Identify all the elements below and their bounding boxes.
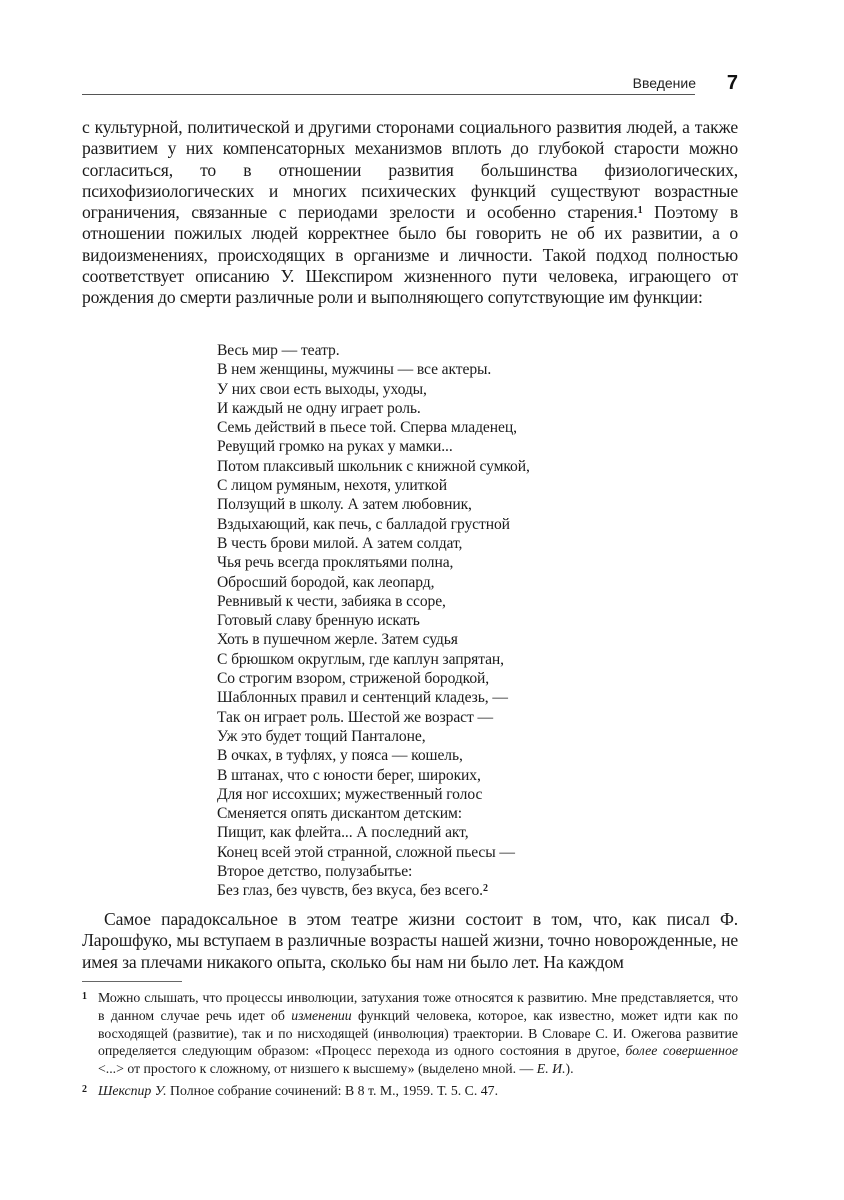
verse-line-text: Уж это будет тощий Панталоне, [217, 727, 426, 745]
verse-line-text: С лицом румяным, нехотя, улиткой [217, 477, 447, 495]
verse-line-text: В честь брови милой. А затем солдат, [217, 534, 463, 552]
verse-line-text: Готовый славу бренную искать [217, 612, 420, 630]
verse-line-text: Без глаз, без чувств, без вкуса, без всего. [217, 882, 483, 900]
verse-line [217, 823, 530, 842]
verse-line [217, 669, 530, 688]
verse-line [217, 495, 530, 514]
paragraph-1-part-b: Поэтому в отношении пожилых людей корректнее было бы говорить не об их развитии, а о видоизменениях, происходящих в организме и личности. Такой подход полностью соответствует описанию У. Шекспиром жизненного пути человека, играющего от рождения до смерти различные роли и выполняющего сопутствующие им функции: [82, 202, 738, 308]
footnote-1-italic2: более совершенное [625, 1043, 738, 1059]
verse-line-text: С брюшком округлым, где каплун запрятан, [217, 650, 504, 668]
verse-line [217, 553, 530, 572]
verse-line-text: Семь действий в пьесе той. Сперва младенец, [217, 419, 517, 437]
verse-line [217, 727, 530, 746]
verse-line [217, 766, 530, 785]
verse-line-text: Для ног иссохших; мужественный голос [217, 785, 483, 803]
verse-line [217, 785, 530, 804]
verse-line [217, 804, 530, 823]
footnote-ref-2[interactable]: 2 [482, 883, 488, 895]
verse-line [217, 573, 530, 592]
verse-line-text: Ползущий в школу. А затем любовник, [217, 496, 472, 514]
footnote-2-part1: Полное собрание сочинений: В 8 т. М., 1959. Т. 5. С. 47. [166, 1082, 499, 1098]
footnote-text [98, 1082, 738, 1100]
verse-line-text: В нем женщины, мужчины — все актеры. [217, 361, 492, 379]
verse-line [217, 650, 530, 669]
footnote-1 [82, 989, 738, 1078]
verse-line-text: В очках, в туфлях, у пояса — кошель, [217, 747, 463, 765]
header-rule [82, 94, 695, 95]
verse-line-text: Шаблонных правил и сентенций кладезь, — [217, 689, 508, 707]
paragraph-1-part-a: с культурной, политической и другими сторонами социального развития людей, а также развитием у них компенсаторных механизмов вплоть до глубокой старости можно согласиться, то в отношении развития большинства физиологических, психофизиологических и многих психических функций существуют возрастные ограничения, связанные с периодами зрелости и особенно старения. [82, 117, 738, 223]
footnote-1-part1: Можно слышать, что процессы инволюции, затухания тоже относятся к развитию. Мне представляется, что в данном случае речь идет об [98, 990, 738, 1023]
verse-line-text: Так он играет роль. Шестой же возраст — [217, 708, 494, 726]
verse-line-text: Обросший бородой, как леопард, [217, 573, 435, 591]
footnote-1-part3: <...> от простого к сложному, от низшего к высшему» (выделено мной. — [98, 1061, 537, 1077]
verse-line-text: И каждый не одну играет роль. [217, 399, 421, 417]
verse-line [217, 457, 530, 476]
footnote-1-italic3: Е. И. [536, 1061, 566, 1077]
verse-line [217, 418, 530, 437]
footnote-1-part2: функций человека, которое, как известно, может идти как по восходящей (развитие), так и по нисходящей (инволюция) траектории. В Словаре С. И. Ожегова развитие определяется следующим образом: «Процесс перехода из одного состояния в другое, [98, 1007, 738, 1059]
paragraph-2 [82, 909, 738, 973]
verse-line-text: Чья речь всегда проклятьями полна, [217, 554, 454, 572]
verse-line-text: Хоть в пушечном жерле. Затем судья [217, 631, 458, 649]
verse-line [217, 688, 530, 707]
verse-line [217, 592, 530, 611]
paragraph-1-text [82, 117, 738, 309]
verse-line-text: Вздыхающий, как печь, с балладой грустной [217, 515, 510, 533]
running-head [82, 74, 758, 96]
verse-line [217, 881, 530, 900]
verse-line-text: Пищит, как флейта... А последний акт, [217, 824, 469, 842]
verse-line [217, 515, 530, 534]
page-number: 7 [726, 72, 738, 94]
verse-line [217, 380, 530, 399]
footnote-separator [82, 981, 182, 982]
footnote-number: 1 [82, 991, 87, 1002]
verse-line-text: Ревнивый к чести, забияка в ссоре, [217, 592, 446, 610]
footnote-2 [82, 1082, 738, 1100]
paragraph-2-text: Самое парадоксальное в этом театре жизни состоит в том, что, как писал Ф. Ларошфуко, мы вступаем в различные возрасты нашей жизни, точно новорожденные, не имея за плечами никакого опыта, сколько бы нам ни было лет. На каждом [82, 909, 738, 972]
verse-line [217, 862, 530, 881]
verse-line [217, 630, 530, 649]
section-title: Введение [632, 75, 696, 91]
verse-line-text: Потом плаксивый школьник с книжной сумкой, [217, 457, 530, 475]
footnote-1-part4: ). [565, 1061, 574, 1077]
verse-line-text: В штанах, что с юности берег, широких, [217, 766, 481, 784]
footnote-number: 2 [82, 1083, 87, 1095]
footnote-2-italic1: Шекспир У. [98, 1082, 167, 1098]
verse-line [217, 476, 530, 495]
verse-line-text: Второе детство, полузабытье: [217, 863, 413, 881]
footnote-text [98, 989, 738, 1078]
verse-line [217, 843, 530, 862]
verse-line [217, 534, 530, 553]
verse-line-text: У них свои есть выходы, уходы, [217, 380, 427, 398]
verse-line [217, 399, 530, 418]
verse-line-text: Сменяется опять дискантом детским: [217, 805, 462, 823]
verse-line [217, 611, 530, 630]
verse-line [217, 708, 530, 727]
verse-line-text: Весь мир — театр. [217, 342, 340, 359]
verse-line [217, 360, 530, 379]
verse-line-text: Ревущий громко на руках у мамки... [217, 438, 453, 456]
verse-line-text: Со строгим взором, стриженой бородкой, [217, 670, 490, 688]
footnotes [82, 989, 738, 1104]
verse-line [217, 746, 530, 765]
footnote-ref-1[interactable]: 1 [637, 205, 643, 217]
verse-line-text: Конец всей этой странной, сложной пьесы — [217, 843, 515, 861]
verse-line [217, 341, 530, 360]
paragraph-1 [82, 117, 738, 309]
verse-line [217, 437, 530, 456]
shakespeare-verse [217, 341, 530, 901]
footnote-1-italic1: изменении [291, 1007, 352, 1023]
